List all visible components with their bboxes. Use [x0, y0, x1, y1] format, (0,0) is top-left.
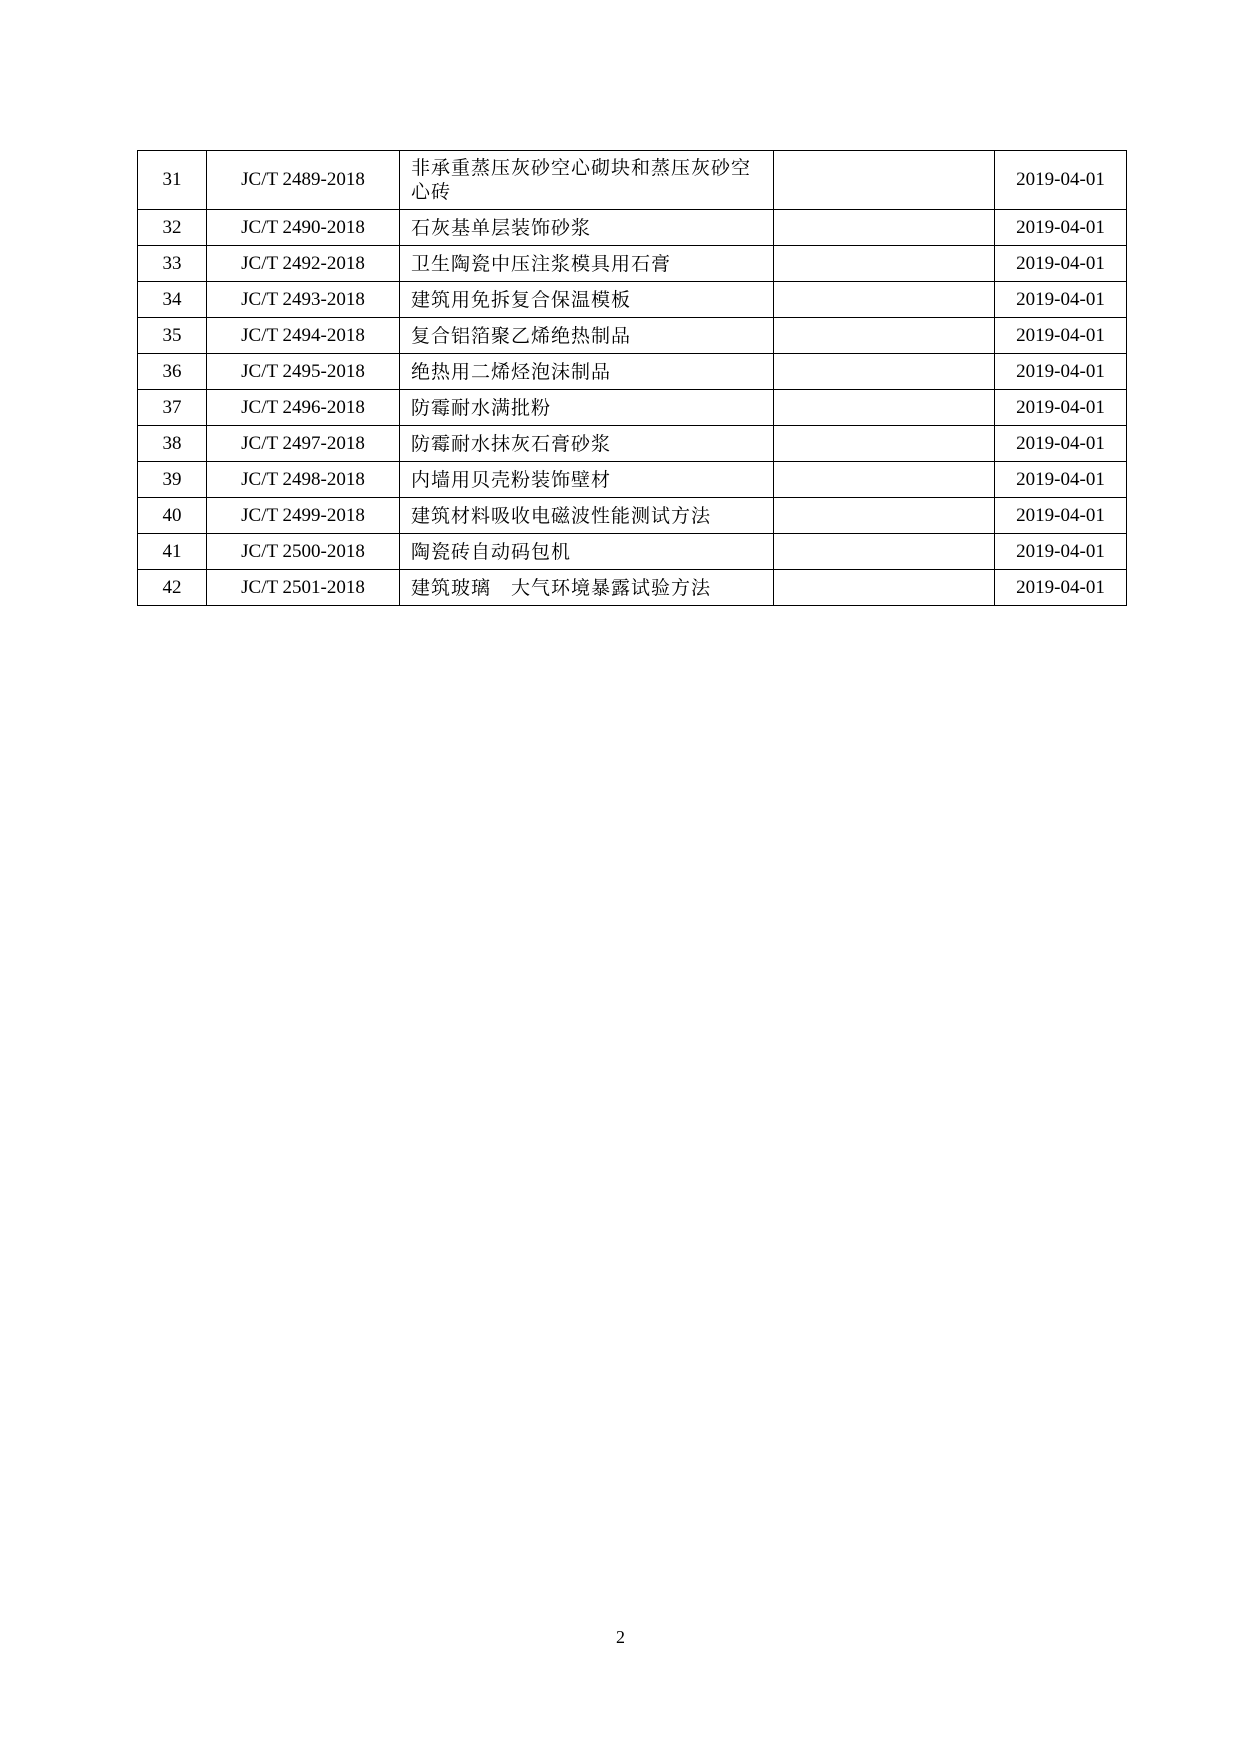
table-row — [138, 282, 1127, 318]
replaced-standard — [774, 354, 995, 390]
table-row — [138, 570, 1127, 606]
row-number: 34 — [138, 282, 207, 318]
table-row — [138, 246, 1127, 282]
effective-date: 2019-04-01 — [995, 498, 1127, 534]
effective-date: 2019-04-01 — [995, 282, 1127, 318]
replaced-standard — [774, 210, 995, 246]
table-row — [138, 354, 1127, 390]
standards-table — [137, 150, 1127, 606]
replaced-standard — [774, 318, 995, 354]
standard-name: 防霉耐水满批粉 — [400, 390, 774, 426]
effective-date: 2019-04-01 — [995, 354, 1127, 390]
replaced-standard — [774, 462, 995, 498]
replaced-standard — [774, 246, 995, 282]
row-number: 38 — [138, 426, 207, 462]
standard-name: 建筑材料吸收电磁波性能测试方法 — [400, 498, 774, 534]
row-number: 33 — [138, 246, 207, 282]
standard-code: JC/T 2501-2018 — [207, 570, 400, 606]
replaced-standard — [774, 498, 995, 534]
table-row — [138, 426, 1127, 462]
row-number: 36 — [138, 354, 207, 390]
standard-name: 建筑玻璃 大气环境暴露试验方法 — [400, 570, 774, 606]
standard-code: JC/T 2495-2018 — [207, 354, 400, 390]
table-row — [138, 534, 1127, 570]
standard-code: JC/T 2499-2018 — [207, 498, 400, 534]
standard-code: JC/T 2490-2018 — [207, 210, 400, 246]
replaced-standard — [774, 426, 995, 462]
effective-date: 2019-04-01 — [995, 390, 1127, 426]
standard-code: JC/T 2492-2018 — [207, 246, 400, 282]
effective-date: 2019-04-01 — [995, 246, 1127, 282]
standard-code: JC/T 2498-2018 — [207, 462, 400, 498]
standard-code: JC/T 2493-2018 — [207, 282, 400, 318]
table-row — [138, 390, 1127, 426]
standard-code: JC/T 2496-2018 — [207, 390, 400, 426]
standard-name: 建筑用免拆复合保温模板 — [400, 282, 774, 318]
row-number: 31 — [138, 151, 207, 210]
table-row — [138, 210, 1127, 246]
replaced-standard — [774, 390, 995, 426]
standard-name: 内墙用贝壳粉装饰壁材 — [400, 462, 774, 498]
effective-date: 2019-04-01 — [995, 570, 1127, 606]
table-row — [138, 151, 1127, 210]
effective-date: 2019-04-01 — [995, 426, 1127, 462]
row-number: 35 — [138, 318, 207, 354]
row-number: 39 — [138, 462, 207, 498]
row-number: 42 — [138, 570, 207, 606]
standard-code: JC/T 2489-2018 — [207, 151, 400, 210]
effective-date: 2019-04-01 — [995, 462, 1127, 498]
effective-date: 2019-04-01 — [995, 318, 1127, 354]
row-number: 32 — [138, 210, 207, 246]
standard-name: 非承重蒸压灰砂空心砌块和蒸压灰砂空心砖 — [400, 151, 774, 210]
table-row — [138, 318, 1127, 354]
standard-name: 陶瓷砖自动码包机 — [400, 534, 774, 570]
standard-name: 复合铝箔聚乙烯绝热制品 — [400, 318, 774, 354]
effective-date: 2019-04-01 — [995, 151, 1127, 210]
standard-code: JC/T 2494-2018 — [207, 318, 400, 354]
standard-name: 石灰基单层装饰砂浆 — [400, 210, 774, 246]
effective-date: 2019-04-01 — [995, 534, 1127, 570]
standard-code: JC/T 2497-2018 — [207, 426, 400, 462]
standard-name: 卫生陶瓷中压注浆模具用石膏 — [400, 246, 774, 282]
replaced-standard — [774, 534, 995, 570]
replaced-standard — [774, 570, 995, 606]
row-number: 41 — [138, 534, 207, 570]
effective-date: 2019-04-01 — [995, 210, 1127, 246]
standard-name: 绝热用二烯烃泡沫制品 — [400, 354, 774, 390]
standard-name: 防霉耐水抹灰石膏砂浆 — [400, 426, 774, 462]
row-number: 37 — [138, 390, 207, 426]
table-row — [138, 498, 1127, 534]
replaced-standard — [774, 282, 995, 318]
standard-code: JC/T 2500-2018 — [207, 534, 400, 570]
table-row — [138, 462, 1127, 498]
page-number: 2 — [616, 1627, 625, 1647]
replaced-standard — [774, 151, 995, 210]
row-number: 40 — [138, 498, 207, 534]
